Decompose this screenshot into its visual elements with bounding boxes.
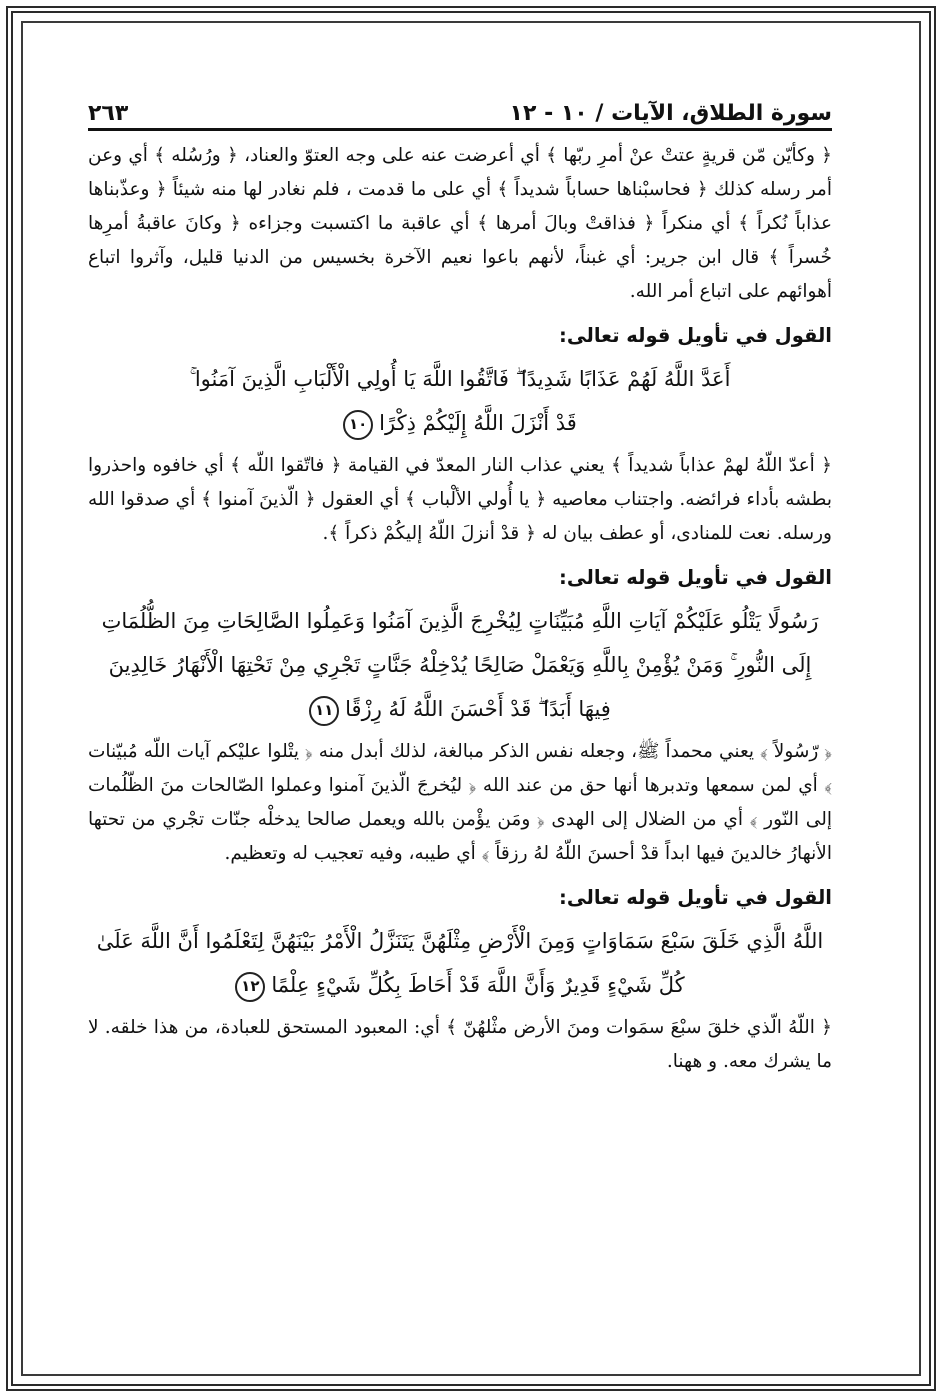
verse-line: رَسُولًا يَتْلُو عَلَيْكُمْ آيَاتِ اللَّهِ مُبَيِّنَاتٍ لِيُخْرِجَ الَّذِينَ آمَنُوا وَعَمِلُوا الصَّالِحَاتِ مِنَ الظُّلُمَاتِ <box>101 609 819 633</box>
verse-text: فِيهَا أَبَدًا ۖ قَدْ أَحْسَنَ اللَّهُ لَهُ رِزْقًا <box>345 697 611 721</box>
verse-line: إِلَى النُّورِ ۚ وَمَنْ يُؤْمِنْ بِاللَّهِ وَيَعْمَلْ صَالِحًا يُدْخِلْهُ جَنَّاتٍ تَجْرِي مِنْ تَحْتِهَا الْأَنْهَارُ خَالِدِينَ <box>108 653 812 677</box>
verse-line: اللَّهُ الَّذِي خَلَقَ سَبْعَ سَمَاوَاتٍ وَمِنَ الْأَرْضِ مِثْلَهُنَّ يَتَنَزَّلُ الْأَمْرُ بَيْنَهُنَّ لِتَعْلَمُوا أَنَّ اللَّهَ عَلَىٰ <box>96 929 824 953</box>
section-heading-3: القول في تأويل قوله تعالى: <box>559 886 832 909</box>
commentary-paragraph-4: ﴿ اللّهُ الّذي خلقَ سبْعَ سمَوات ومنَ الأرض مثْلهُنّ ﴾ أي: المعبود المستحق للعبادة، من هذا خلقه. لا ما يشرك معه. و ههنا. <box>88 1017 832 1072</box>
page-body <box>88 139 832 1079</box>
quran-verse-11 <box>88 599 832 731</box>
quran-verse-12 <box>88 919 832 1007</box>
verse-text: كُلِّ شَيْءٍ قَدِيرٌ وَأَنَّ اللَّهَ قَدْ أَحَاطَ بِكُلِّ شَيْءٍ عِلْمًا <box>271 973 685 997</box>
page <box>88 86 832 1346</box>
verse-line <box>88 687 832 731</box>
verse-line <box>88 963 832 1007</box>
verse-line <box>88 401 832 445</box>
commentary-paragraph-2: ﴿ أعدّ اللّهُ لهمْ عذاباً شديداً ﴾ يعني عذاب النار المعدّ في القيامة ﴿ فاتّقوا اللّه ﴾ أي خافوه واحذروا بطشه بأداء فرائضه. واجتناب معاصيه ﴿ يا أُولي الألْباب ﴾ أي العقول ﴿ الّذينَ آمنوا ﴾ أي صدقوا الله ورسله. نعت للمنادى، أو عطف بيان له ﴿ قدْ أنزلَ اللّهُ إليكُمْ ذكراً ﴾. <box>88 455 832 544</box>
section-heading-1: القول في تأويل قوله تعالى: <box>559 324 832 347</box>
ayah-number-marker: ١٢ <box>235 972 265 1002</box>
page-header <box>88 86 832 131</box>
commentary-paragraph-3: ﴿ رّسُولاً ﴾ يعني محمداً ﷺ، وجعله نفس الذكر مبالغة، لذلك أبدل منه ﴿ يتْلوا عليْكم آيات اللّه مُبيّنات ﴾ أي لمن سمعها وتدبرها أنها حق من عند الله ﴿ ليُخرجَ الّذينَ آمنوا وعملوا الصّالحات منَ الظّلُمات إلى النّور ﴾ أي من الضلال إلى الهدى ﴿ ومَن يؤْمن بالله ويعمل صالحا يدخلْه جنّات تجْري من تحتها الأنهارُ خالدينَ فيها ابداً قدْ أحسنَ اللّهُ لهُ رزقاً ﴾ أي طيبه، وفيه تعجيب له وتعظيم. <box>88 741 832 864</box>
quran-verse-10 <box>88 357 832 445</box>
section-heading-2: القول في تأويل قوله تعالى: <box>559 566 832 589</box>
page-number: ٢٦٣ <box>88 101 129 126</box>
verse-line: أَعَدَّ اللَّهُ لَهُمْ عَذَابًا شَدِيدًا ۖ فَاتَّقُوا اللَّهَ يَا أُولِي الْأَلْبَابِ الَّذِينَ آمَنُوا ۚ <box>189 367 731 391</box>
verse-text: قَدْ أَنْزَلَ اللَّهُ إِلَيْكُمْ ذِكْرًا <box>379 411 577 435</box>
running-title: سورة الطلاق، الآيات / ١٠ - ١٢ <box>509 101 832 126</box>
commentary-paragraph-1: ﴿ وكأيّن مّن قريةٍ عتتْ عنْ أمرِ ربّها ﴾ أي أعرضت عنه على وجه العتوّ والعناد، ﴿ ورُسُله ﴾ أي وعن أمر رسله كذلك ﴿ فحاسبْناها حساباً شديداً ﴾ أي على ما قدمت ، فلم نغادر لها منه شيئاً ﴿ وعذّبناها عذاباً نُكراً ﴾ أي منكراً ﴿ فذاقتْ وبالَ أمرها ﴾ أي عاقبة ما اكتسبت وجزاءه ﴿ وكانَ عاقبةُ أمرِها خُسراً ﴾ قال ابن جرير: أي غبناً، لأنهم باعوا نعيم الآخرة بخسيس من الدنيا قليل، وآثروا اتباع أهوائهم على اتباع أمر الله. <box>88 145 832 302</box>
ayah-number-marker: ١١ <box>309 696 339 726</box>
ayah-number-marker: ١٠ <box>343 410 373 440</box>
